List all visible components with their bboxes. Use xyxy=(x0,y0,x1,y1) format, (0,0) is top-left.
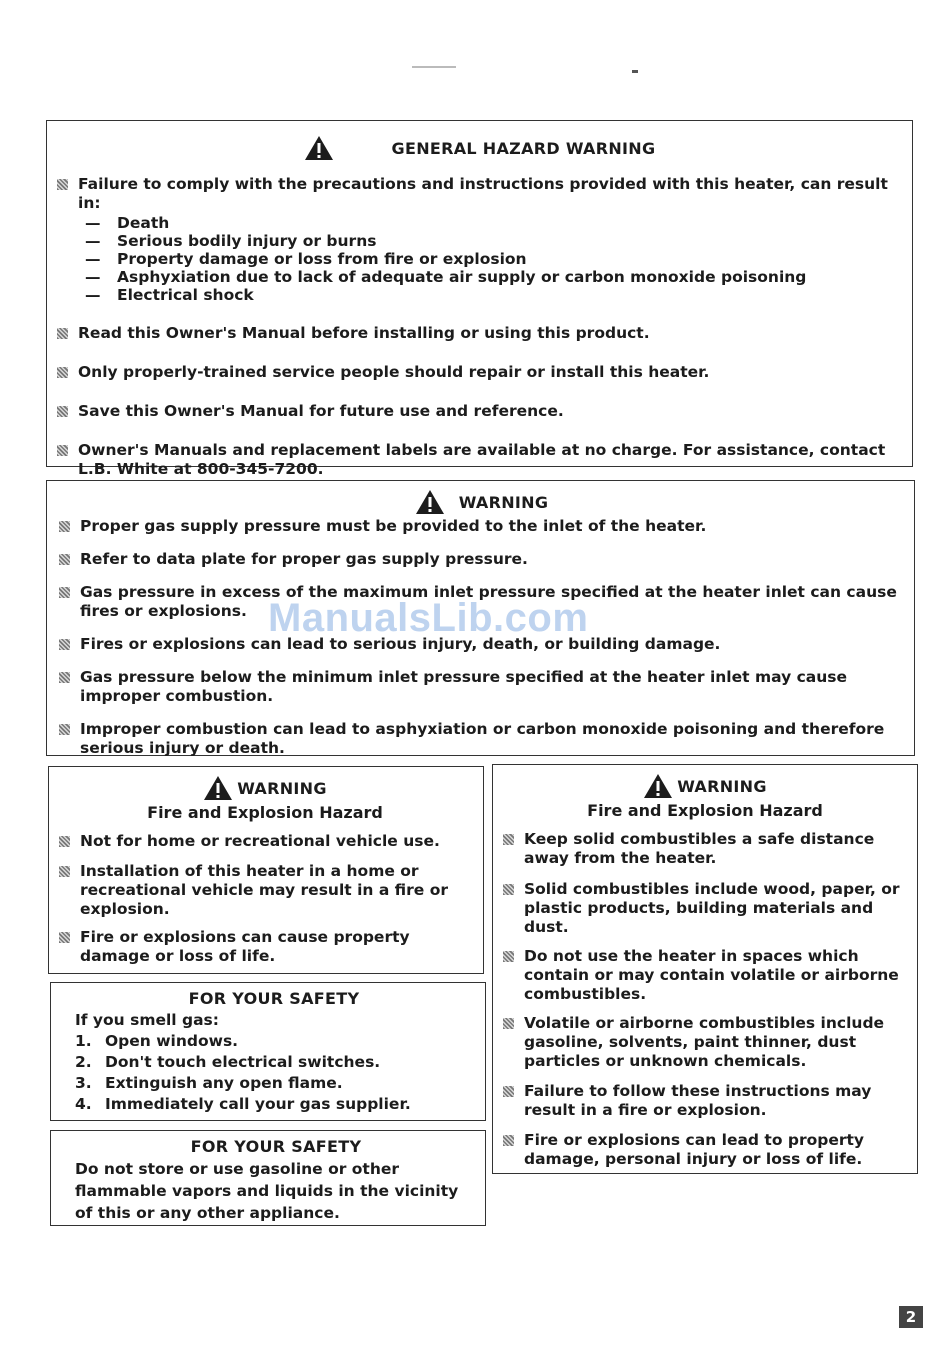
page-number: 2 xyxy=(899,1306,923,1328)
bullet-icon xyxy=(59,521,70,532)
bullet-icon xyxy=(59,932,70,943)
fire-right-subtitle: Fire and Explosion Hazard xyxy=(587,801,823,820)
bullet-icon xyxy=(59,866,70,877)
fire-right-item: Failure to follow these instructions may result in a fire or explosion. xyxy=(503,1082,907,1120)
safety-storage-box xyxy=(50,1130,486,1226)
gas-warning-title: WARNING xyxy=(458,492,549,512)
gas-warning-item: Improper combustion can lead to asphyxiation or carbon monoxide poisoning and therefore serious injury or death. xyxy=(59,720,904,758)
gas-warning-item: Fires or explosions can lead to serious injury, death, or building damage. xyxy=(59,635,904,654)
safety2-title: FOR YOUR SAFETY xyxy=(190,1137,362,1156)
bullet-icon xyxy=(503,951,514,962)
list-item: — Serious bodily injury or burns xyxy=(85,232,377,250)
fire-left-item: Fire or explosions can cause property damage or loss of life. xyxy=(59,928,471,966)
safety1-intro: If you smell gas: xyxy=(75,1011,219,1029)
bullet-icon xyxy=(59,836,70,847)
general-hazard-box xyxy=(46,120,913,478)
list-item: 1. Open windows. xyxy=(75,1032,239,1050)
safety-gas-smell-box xyxy=(50,982,486,1121)
hazard-results-list xyxy=(57,214,902,304)
fire-right-item: Keep solid combustibles a safe distance away from the heater. xyxy=(503,830,907,868)
fire-left-subtitle: Fire and Explosion Hazard xyxy=(147,803,383,822)
warning-triangle-icon xyxy=(304,135,334,161)
fire-left-item: Installation of this heater in a home or recreational vehicle may result in a fire or explosion. xyxy=(59,862,471,919)
general-hazard-title: GENERAL HAZARD WARNING xyxy=(391,138,656,158)
fire-left-title: WARNING xyxy=(237,778,327,798)
bullet-icon xyxy=(57,445,68,456)
scan-mark xyxy=(412,66,456,68)
bullet-icon xyxy=(503,884,514,895)
fire-right-item: Solid combustibles include wood, paper, or plastic products, building materials and dust. xyxy=(503,880,907,937)
bullet-icon xyxy=(57,367,68,378)
bullet-icon xyxy=(59,554,70,565)
watermark: ManualsLib.com xyxy=(268,596,589,640)
gas-warning-item: Gas pressure in excess of the maximum inlet pressure specified at the heater inlet can cause fires or explosions. xyxy=(59,583,904,621)
general-item: Only properly-trained service people should repair or install this heater. xyxy=(57,363,902,382)
list-item: 4. Immediately call your gas supplier. xyxy=(75,1095,411,1113)
fire-right-title: WARNING xyxy=(677,776,767,796)
bullet-icon xyxy=(503,1018,514,1029)
gas-warning-item: Refer to data plate for proper gas supply pressure. xyxy=(59,550,904,569)
bullet-icon xyxy=(59,672,70,683)
general-hazard-title-row xyxy=(57,135,902,161)
warning-triangle-icon xyxy=(203,775,233,801)
list-item: — Property damage or loss from fire or explosion xyxy=(85,250,527,268)
list-item: 3. Extinguish any open flame. xyxy=(75,1074,343,1092)
general-item: Read this Owner's Manual before installing or using this product. xyxy=(57,324,902,343)
fire-right-item: Do not use the heater in spaces which contain or may contain volatile or airborne combustibles. xyxy=(503,947,907,1004)
bullet-icon xyxy=(57,179,68,190)
gas-warning-item: Proper gas supply pressure must be provided to the inlet of the heater. xyxy=(59,517,904,536)
list-item: — Electrical shock xyxy=(85,286,254,304)
fire-hazard-left-box xyxy=(48,766,484,974)
warning-triangle-icon xyxy=(643,773,673,799)
bullet-icon xyxy=(59,587,70,598)
general-intro: Failure to comply with the precautions and instructions provided with this heater, can result in: xyxy=(57,175,902,213)
list-item: 2. Don't touch electrical switches. xyxy=(75,1053,381,1071)
fire-left-item: Not for home or recreational vehicle use. xyxy=(59,832,471,851)
gas-warning-title-row xyxy=(59,489,904,515)
bullet-icon xyxy=(57,328,68,339)
fire-hazard-right-box xyxy=(492,764,918,1174)
gas-warning-item: Gas pressure below the minimum inlet pressure specified at the heater inlet may cause improper combustion. xyxy=(59,668,904,706)
warning-triangle-icon xyxy=(415,489,445,515)
fire-right-item: Fire or explosions can lead to property damage, personal injury or loss of life. xyxy=(503,1131,907,1169)
scan-mark xyxy=(632,70,638,73)
safety1-title: FOR YOUR SAFETY xyxy=(188,989,360,1008)
bullet-icon xyxy=(59,724,70,735)
list-item: — Death xyxy=(85,214,170,232)
bullet-icon xyxy=(503,1086,514,1097)
bullet-icon xyxy=(59,639,70,650)
fire-left-title-row xyxy=(59,775,471,801)
general-item: Save this Owner's Manual for future use and reference. xyxy=(57,402,902,421)
bullet-icon xyxy=(503,1135,514,1146)
bullet-icon xyxy=(57,406,68,417)
fire-right-item: Volatile or airborne combustibles include gasoline, solvents, paint thinner, dust particles or unknown chemicals. xyxy=(503,1014,907,1071)
safety1-steps xyxy=(75,1031,473,1115)
safety2-text: Do not store or use gasoline or other flammable vapors and liquids in the vicinity of this or any other appliance. xyxy=(75,1160,459,1222)
list-item: — Asphyxiation due to lack of adequate air supply or carbon monoxide poisoning xyxy=(85,268,807,286)
fire-right-title-row xyxy=(503,773,907,799)
general-item: Owner's Manuals and replacement labels are available at no charge. For assistance, contact L.B. White at 800-345-7200. xyxy=(57,441,902,479)
bullet-icon xyxy=(503,834,514,845)
